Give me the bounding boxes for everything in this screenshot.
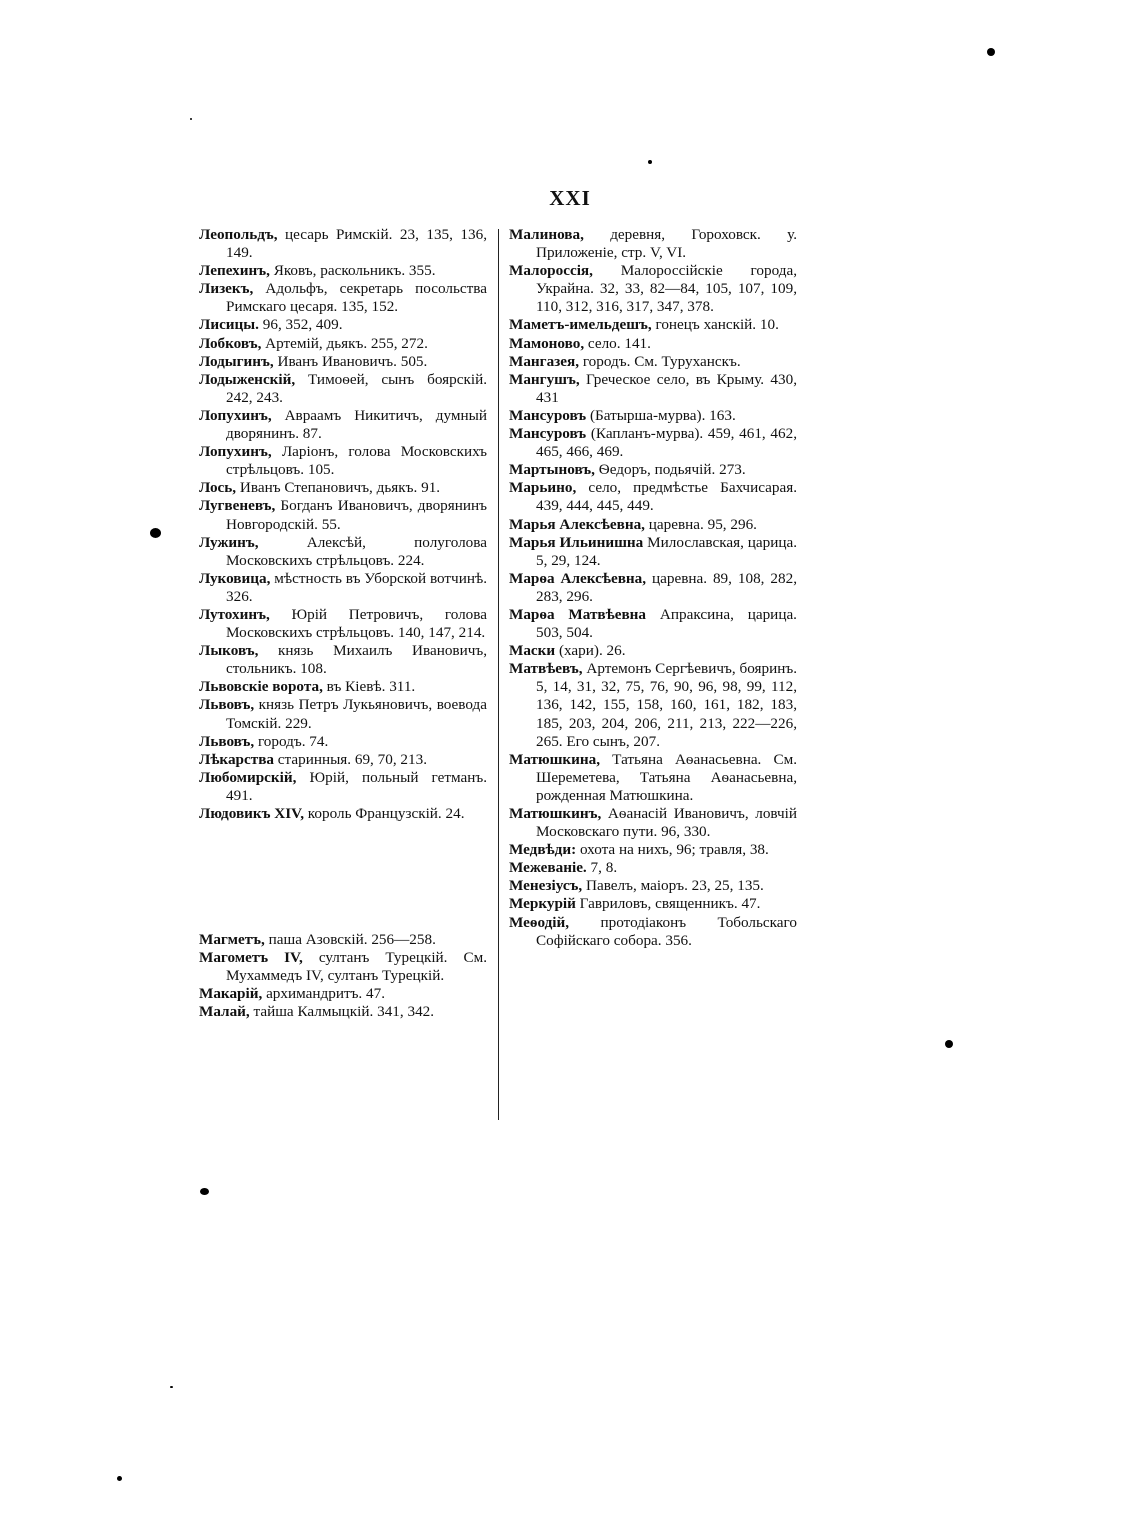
entry-headword: Лужинъ, bbox=[199, 533, 259, 551]
index-entry bbox=[509, 353, 797, 371]
entry-text: протодіаконъ Тобольскаго Софійскаго собора. 356. bbox=[536, 913, 797, 949]
index-entry bbox=[199, 335, 487, 353]
entry-text: село. 141. bbox=[584, 334, 651, 352]
index-entry bbox=[509, 895, 797, 913]
entry-text: городъ. 74. bbox=[254, 732, 329, 750]
entry-text: 7, 8. bbox=[586, 859, 618, 877]
entry-text: Артемій, дьякъ. 255, 272. bbox=[261, 334, 428, 352]
entry-headword: Магометъ IV, bbox=[199, 949, 303, 967]
entry-text: султанъ Турецкій. См. Мухаммедъ IV, султанъ Турецкій. bbox=[226, 949, 487, 985]
entry-headword: Медвѣди: bbox=[509, 841, 577, 859]
entry-headword: Лопухинъ, bbox=[199, 406, 272, 424]
entry-headword: Лисицы. bbox=[199, 316, 259, 334]
scan-speck bbox=[945, 1040, 953, 1048]
entry-text: князь Михаилъ Ивановичъ, стольникъ. 108. bbox=[226, 642, 487, 678]
entry-headword: Малинова, bbox=[509, 226, 584, 243]
index-entry bbox=[509, 461, 797, 479]
index-entry bbox=[199, 1003, 487, 1021]
entry-text: Алексѣй, полуголова Московскихъ стрѣльцовъ. 224. bbox=[226, 533, 487, 569]
entry-text: паша Азовскій. 256—258. bbox=[264, 931, 436, 949]
entry-headword: Мангушъ, bbox=[509, 370, 580, 388]
entry-headword: Лодыженскій, bbox=[199, 370, 296, 388]
entry-headword: Львовъ, bbox=[199, 732, 255, 750]
index-entry bbox=[199, 606, 487, 642]
entry-headword: Малай, bbox=[199, 1003, 250, 1021]
entry-headword: Мартыновъ, bbox=[509, 461, 595, 479]
entry-headword: Матюшкинъ, bbox=[509, 805, 602, 822]
entry-headword: Мамоново, bbox=[509, 334, 585, 352]
entry-text: Апраксина, царица. 503, 504. bbox=[536, 605, 797, 642]
index-entry bbox=[509, 660, 797, 750]
entry-text: 96, 352, 409. bbox=[258, 316, 343, 334]
entry-text: Гавриловъ, священникъ. 47. bbox=[575, 895, 761, 913]
index-entry bbox=[509, 606, 797, 642]
index-entry bbox=[509, 226, 797, 262]
entry-headword: Марѳа Матвѣевна bbox=[509, 605, 647, 623]
entry-headword: Лепехинъ, bbox=[199, 262, 270, 280]
entry-headword: Марѳа Алексѣевна, bbox=[509, 569, 647, 587]
index-entry bbox=[199, 805, 487, 823]
index-entry bbox=[509, 534, 797, 570]
entry-headword: Макарій, bbox=[199, 985, 263, 1003]
index-entry bbox=[509, 262, 797, 316]
index-entry bbox=[509, 642, 797, 660]
entry-headword: Марья Алексѣевна, bbox=[509, 515, 645, 533]
left-entries-top bbox=[199, 226, 487, 823]
entry-text: село, предмѣстье Бахчисарая. 439, 444, 445, 449. bbox=[536, 479, 797, 515]
index-entry bbox=[509, 805, 797, 841]
index-entry bbox=[199, 985, 487, 1003]
index-entry bbox=[199, 262, 487, 280]
index-entry bbox=[509, 859, 797, 877]
entry-text: (Батырша-мурва). 163. bbox=[586, 406, 736, 424]
entry-text: охота на нихъ, 96; травля, 38. bbox=[576, 841, 769, 859]
index-entry bbox=[509, 570, 797, 606]
entry-headword: Лѣкарства bbox=[199, 750, 274, 768]
index-entry bbox=[199, 226, 487, 262]
index-entry bbox=[509, 751, 797, 805]
index-entry bbox=[199, 696, 487, 732]
entry-text: (хари). 26. bbox=[555, 642, 626, 660]
entry-text: князь Петръ Лукьяновичъ, воевода Томскій. 229. bbox=[226, 696, 487, 732]
entry-text: Тимоѳей, сынъ боярскій. 242, 243. bbox=[226, 370, 487, 406]
entry-headword: Лопухинъ, bbox=[199, 443, 272, 461]
entry-text: Адольфъ, секретарь посольства Римскаго цесаря. 135, 152. bbox=[226, 280, 487, 316]
index-entry bbox=[199, 751, 487, 769]
entry-text: Яковъ, раскольникъ. 355. bbox=[269, 262, 436, 280]
index-entry bbox=[199, 280, 487, 316]
scan-speck bbox=[200, 1188, 209, 1195]
entry-headword: Лутохинъ, bbox=[199, 605, 270, 623]
scan-speck bbox=[150, 528, 161, 538]
index-entry bbox=[509, 877, 797, 895]
entry-headword: Лодыгинъ, bbox=[199, 352, 274, 370]
entry-headword: Леопольдъ, bbox=[199, 226, 278, 243]
entry-headword: Матюшкина, bbox=[509, 750, 601, 768]
scan-speck bbox=[170, 1386, 173, 1388]
index-entry bbox=[199, 479, 487, 497]
index-entry bbox=[199, 931, 487, 949]
entry-text: Иванъ Ивановичъ. 505. bbox=[273, 352, 428, 370]
index-entry bbox=[199, 371, 487, 407]
entry-headword: Марья Ильинишна bbox=[509, 533, 644, 551]
index-entry bbox=[509, 516, 797, 534]
index-entry bbox=[199, 949, 487, 985]
index-entry bbox=[509, 407, 797, 425]
entry-headword: Лось, bbox=[199, 479, 237, 497]
index-entry bbox=[199, 642, 487, 678]
entry-text: Юрій Петровичъ, голова Московскихъ стрѣльцовъ. 140, 147, 214. bbox=[226, 605, 487, 642]
entry-text: Авраамъ Никитичъ, думный дворянинъ. 87. bbox=[226, 406, 487, 443]
entry-text: царевна. 89, 108, 282, 283, 296. bbox=[536, 569, 797, 605]
entry-headword: Любомирскій, bbox=[199, 768, 297, 786]
entry-text: Ларіонъ, голова Московскихъ стрѣльцовъ. 105. bbox=[226, 443, 487, 479]
entry-headword: Мангазея, bbox=[509, 352, 580, 370]
entry-text: Греческое село, въ Крыму. 430, 431 bbox=[536, 370, 797, 406]
entry-headword: Меѳодій, bbox=[509, 913, 570, 931]
entry-text: Ѳедоръ, подьячій. 273. bbox=[594, 461, 746, 479]
index-entry bbox=[199, 353, 487, 371]
entry-headword: Межеваніе. bbox=[509, 859, 587, 877]
entry-text: Юрій, польный гетманъ. 491. bbox=[226, 768, 487, 804]
entry-headword: Львовскіе ворота, bbox=[199, 678, 323, 696]
entry-text: тайша Калмыцкій. 341, 342. bbox=[249, 1003, 435, 1021]
entry-text: гонецъ ханскій. 10. bbox=[651, 316, 779, 334]
entry-headword: Лизекъ, bbox=[199, 280, 254, 298]
column-divider bbox=[498, 229, 499, 1120]
index-entry bbox=[509, 371, 797, 407]
entry-text: Павелъ, маіоръ. 23, 25, 135. bbox=[582, 877, 764, 895]
entry-headword: Лобковъ, bbox=[199, 334, 262, 352]
index-entry bbox=[199, 407, 487, 443]
entry-headword: Малороссія, bbox=[509, 262, 593, 280]
right-entries bbox=[509, 226, 797, 950]
entry-headword: Львовъ, bbox=[199, 696, 255, 714]
left-entries-bottom bbox=[199, 931, 487, 1021]
index-entry bbox=[509, 914, 797, 950]
section-gap bbox=[199, 823, 487, 931]
index-entry bbox=[199, 570, 487, 606]
entry-headword: Мансуровъ bbox=[509, 425, 587, 443]
index-entry bbox=[199, 534, 487, 570]
scan-speck bbox=[987, 48, 995, 56]
index-entry bbox=[199, 316, 487, 334]
entry-text: Татьяна Аѳанасьевна. См. Шереметева, Татьяна Аѳанасьевна, рожденная Матюшкина. bbox=[536, 750, 797, 804]
index-entry bbox=[509, 425, 797, 461]
entry-text: король Французскій. 24. bbox=[304, 805, 465, 822]
entry-text: Милославская, царица. 5, 29, 124. bbox=[536, 533, 797, 569]
entry-text: городъ. См. Туруханскъ. bbox=[579, 352, 741, 370]
index-entry bbox=[199, 497, 487, 533]
entry-headword: Менезіусъ, bbox=[509, 877, 583, 895]
right-column bbox=[509, 226, 797, 950]
left-column bbox=[199, 226, 487, 1022]
entry-headword: Магметъ, bbox=[199, 931, 265, 949]
scan-speck bbox=[190, 118, 192, 120]
index-entry bbox=[199, 769, 487, 805]
entry-headword: Маметъ-имельдешъ, bbox=[509, 316, 652, 334]
index-entry bbox=[509, 335, 797, 353]
page-number: XXI bbox=[549, 186, 591, 210]
entry-text: царевна. 95, 296. bbox=[644, 515, 757, 533]
entry-text: Богданъ Ивановичъ, дворянинъ Новгородскій. 55. bbox=[226, 497, 487, 533]
entry-headword: Матвѣевъ, bbox=[509, 660, 583, 678]
entry-text: Иванъ Степановичъ, дьякъ. 91. bbox=[236, 479, 441, 497]
entry-text: Артемонъ Сергѣевичъ, бояринъ. 5, 14, 31, 32, 75, 76, 90, 96, 98, 99, 112, 136, 142, 155, 158, 160, 161, 182, 183, 185, 203, 204, 206, 211, 213, 222—226, 265. Его сынъ, 207. bbox=[536, 660, 797, 750]
entry-headword: Лыковъ, bbox=[199, 642, 259, 660]
entry-text: Малороссійскіе города, Украйна. 32, 33, 82—84, 105, 107, 109, 110, 312, 316, 317, 347, 378. bbox=[536, 262, 797, 316]
entry-text: (Капланъ-мурва). 459, 461, 462, 465, 466, 469. bbox=[536, 425, 797, 461]
index-entry bbox=[509, 316, 797, 334]
entry-headword: Меркурій bbox=[509, 895, 576, 913]
index-entry bbox=[509, 841, 797, 859]
index-entry bbox=[199, 443, 487, 479]
entry-headword: Марьино, bbox=[509, 479, 577, 497]
entry-headword: Лугвеневъ, bbox=[199, 497, 276, 515]
entry-text: мѣстность въ Уборской вотчинѣ. 326. bbox=[226, 569, 487, 605]
entry-text: цесарь Римскій. 23, 135, 136, 149. bbox=[226, 226, 487, 262]
index-entry bbox=[509, 479, 797, 515]
scan-speck bbox=[648, 160, 652, 164]
entry-headword: Мансуровъ bbox=[509, 406, 587, 424]
scan-speck bbox=[117, 1476, 122, 1481]
entry-text: въ Кіевѣ. 311. bbox=[322, 678, 416, 696]
entry-text: старинныя. 69, 70, 213. bbox=[274, 750, 428, 768]
entry-headword: Маски bbox=[509, 642, 556, 660]
entry-text: архимандритъ. 47. bbox=[262, 985, 386, 1003]
index-entry bbox=[199, 733, 487, 751]
entry-headword: Луковица, bbox=[199, 569, 271, 587]
entry-text: деревня, Гороховск. у. Приложеніе, стр. V, VI. bbox=[536, 226, 797, 262]
entry-headword: Людовикъ XIV, bbox=[199, 805, 304, 822]
index-entry bbox=[199, 678, 487, 696]
entry-text: Аѳанасій Ивановичъ, ловчій Московскаго пути. 96, 330. bbox=[536, 805, 797, 841]
